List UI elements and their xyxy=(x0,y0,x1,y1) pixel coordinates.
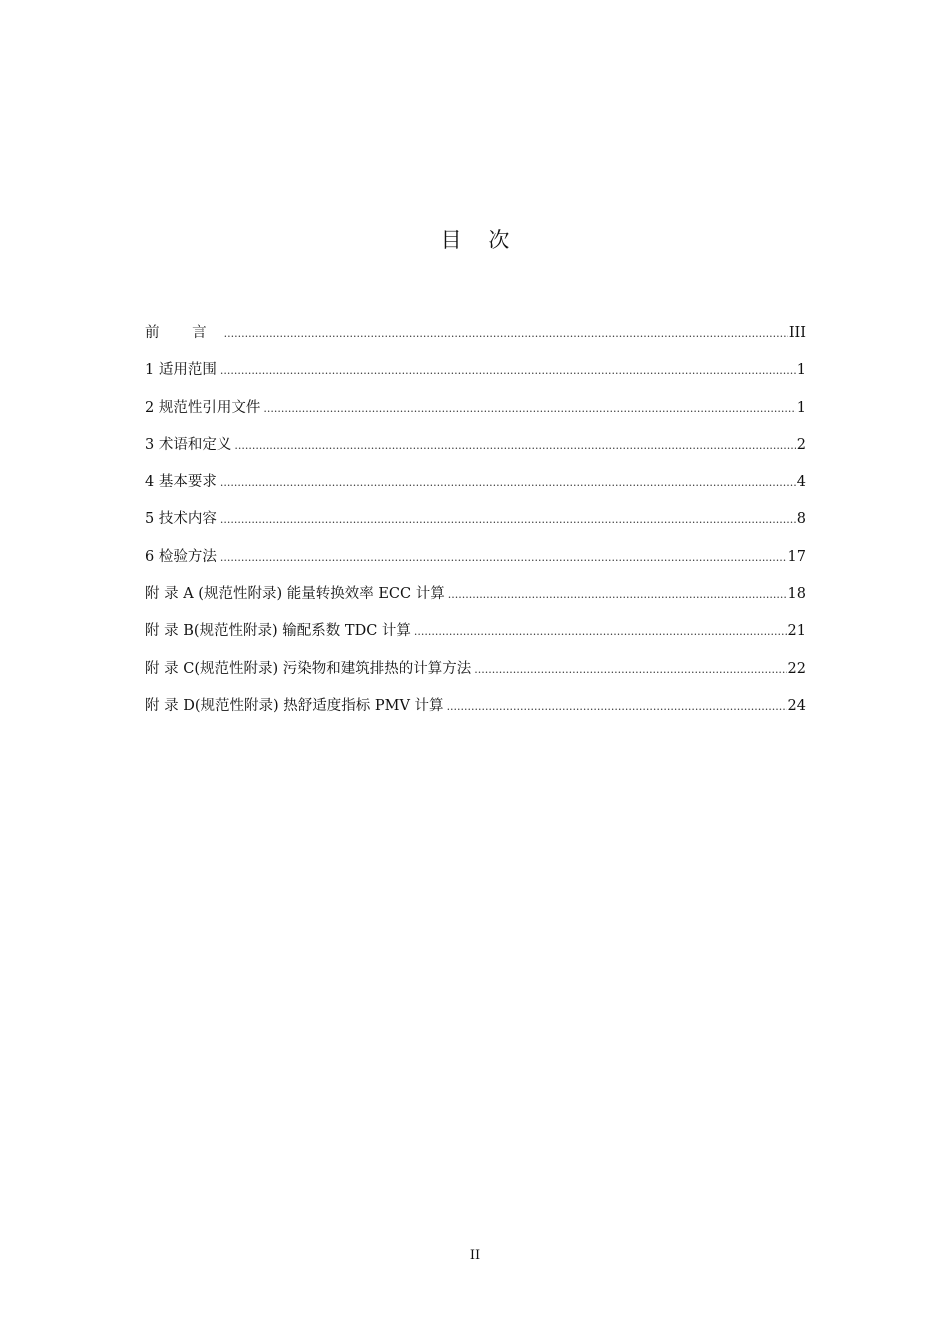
toc-leader-dots xyxy=(224,319,788,349)
toc-leader-dots xyxy=(234,431,795,461)
toc-entry-page: 2 xyxy=(796,436,806,453)
toc-entry-page: 24 xyxy=(787,697,806,714)
toc-entry-page: 22 xyxy=(787,660,806,677)
toc-leader-dots xyxy=(448,580,787,610)
toc-leader-dots xyxy=(263,394,795,424)
toc-entry-label: 3 术语和定义 xyxy=(145,436,232,453)
toc-leader-dots xyxy=(220,543,787,573)
toc-entry-appendix-b[interactable] xyxy=(145,616,806,653)
toc-entry-label: 附 录 D(规范性附录) 热舒适度指标 PMV 计算 xyxy=(145,697,444,714)
toc-leader-dots xyxy=(474,655,786,685)
toc-leader-dots xyxy=(220,468,796,498)
toc-entry-label: 1 适用范围 xyxy=(145,362,217,379)
toc-entry-page: III xyxy=(788,325,806,341)
toc-entry-page: 1 xyxy=(796,362,806,379)
toc-entry-page: 4 xyxy=(796,474,806,491)
toc-entry-test-methods[interactable] xyxy=(145,542,806,579)
toc-entry-label: 附 录 B(规范性附录) 输配系数 TDC 计算 xyxy=(145,623,411,640)
toc-entry-label: 5 技术内容 xyxy=(145,511,217,528)
toc-entry-label: 附 录 A (规范性附录) 能量转换效率 ECC 计算 xyxy=(145,586,445,603)
toc-leader-dots xyxy=(220,505,796,535)
toc-entry-page: 17 xyxy=(787,548,806,565)
page-number: II xyxy=(469,1248,481,1263)
toc-entry-page: 18 xyxy=(787,586,806,603)
toc-entry-page: 21 xyxy=(787,623,806,640)
toc-title: 目 次 xyxy=(440,228,520,252)
toc-entry-label: 附 录 C(规范性附录) 污染物和建筑排热的计算方法 xyxy=(145,660,472,677)
toc-entry-label: 2 规范性引用文件 xyxy=(145,399,261,416)
toc-entry-normative-references[interactable] xyxy=(145,393,806,430)
toc-entry-appendix-d[interactable] xyxy=(145,691,806,728)
toc-entry-page: 1 xyxy=(796,399,806,416)
toc-leader-dots xyxy=(447,692,787,722)
toc-entry-appendix-a[interactable] xyxy=(145,579,806,616)
toc-entry-appendix-c[interactable] xyxy=(145,654,806,691)
toc-entry-label: 4 基本要求 xyxy=(145,474,217,491)
toc-entry-page: 8 xyxy=(796,511,806,528)
toc-entry-label: 前 言 xyxy=(145,325,221,341)
toc-entry-scope[interactable] xyxy=(145,355,806,392)
toc-entry-terms[interactable] xyxy=(145,430,806,467)
toc-leader-dots xyxy=(414,617,787,647)
toc-entry-label: 6 检验方法 xyxy=(145,548,217,565)
toc-leader-dots xyxy=(220,356,796,386)
table-of-contents xyxy=(145,318,806,728)
toc-entry-foreword[interactable] xyxy=(145,318,806,355)
toc-entry-basic-requirements[interactable] xyxy=(145,467,806,504)
toc-entry-technical-content[interactable] xyxy=(145,504,806,541)
